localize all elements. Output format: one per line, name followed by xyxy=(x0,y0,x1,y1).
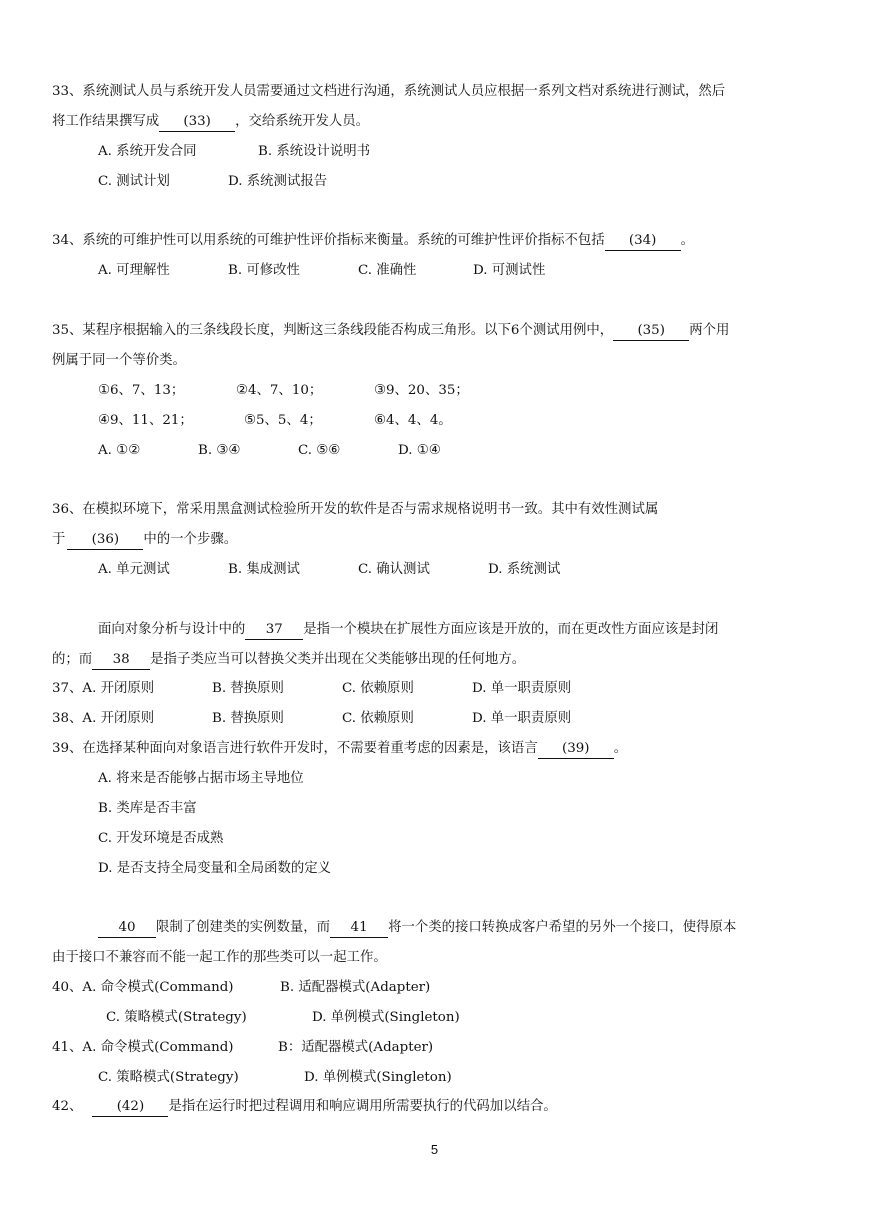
q36-stem-pre: 于 xyxy=(52,532,66,547)
q40-option-a: 40、A. 命令模式(Command) xyxy=(52,980,234,995)
page-number: 5 xyxy=(430,1142,439,1157)
q35-stem-line1 xyxy=(52,321,729,341)
q33-options-row2 xyxy=(98,172,327,192)
q41-option-d: D. 单例模式(Singleton) xyxy=(304,1070,452,1085)
q3738-line2-pre: 的；而 xyxy=(52,652,93,667)
q4041-intro-line2: 由于接口不兼容而不能一起工作的那些类可以一起工作。 xyxy=(52,950,387,965)
q35-stem-pre: 35、某程序根据输入的三条线段长度，判断这三条线段能否构成三角形。以下6个测试用例中， xyxy=(52,323,614,338)
q40-option-c: C. 策略模式(Strategy) xyxy=(106,1010,247,1025)
q34-option-b: B. 可修改性 xyxy=(228,263,300,278)
q40-options-row1 xyxy=(52,978,430,998)
q37-option-a: 37、A. 开闭原则 xyxy=(52,681,155,696)
q35-case-5: ⑤5、5、4； xyxy=(244,413,322,428)
q41-options-row2 xyxy=(98,1068,452,1088)
q36-stem-line1: 36、在模拟环境下，常采用黑盒测试检验所开发的软件是否与需求规格说明书一致。其中有效性测试属 xyxy=(52,502,659,517)
q41-options-row1 xyxy=(52,1038,433,1058)
q42-stem-post: 是指在运行时把过程调用和响应调用所需要执行的代码加以结合。 xyxy=(168,1099,557,1114)
q41-option-c: C. 策略模式(Strategy) xyxy=(98,1070,239,1085)
q34-stem-pre: 34、系统的可维护性可以用系统的可维护性评价指标来衡量。系统的可维护性评价指标不包括 xyxy=(52,233,605,248)
q37-option-b: B. 替换原则 xyxy=(212,681,284,696)
q33-option-d: D. 系统测试报告 xyxy=(228,174,328,189)
q34-options xyxy=(98,261,545,281)
q37-option-d: D. 单一职责原则 xyxy=(472,681,572,696)
q40-blank: 40 xyxy=(98,919,156,938)
q36-option-d: D. 系统测试 xyxy=(488,562,561,577)
q4041-intro-post: 将一个类的接口转换成客户希望的另外一个接口，使得原本 xyxy=(388,920,737,935)
q35-blank: (35) xyxy=(613,322,689,341)
q3738-line2-post: 是指子类应当可以替换父类并出现在父类能够出现的任何地方。 xyxy=(150,652,526,667)
q33-stem-line2 xyxy=(52,112,369,132)
q35-case-1: ①6、7、13； xyxy=(98,383,185,398)
q33-stem-post: ，交给系统开发人员。 xyxy=(235,114,370,129)
q38-blank: 38 xyxy=(92,651,150,670)
q39-blank: (39) xyxy=(538,740,614,759)
q42-stem-pre: 42、 xyxy=(52,1099,83,1114)
q36-blank: (36) xyxy=(67,531,143,550)
q42-blank: (42) xyxy=(92,1098,168,1117)
q35-option-c: C. ⑤⑥ xyxy=(298,443,341,458)
q33-options-row1 xyxy=(98,142,370,162)
q39-stem-pre: 39、在选择某种面向对象语言进行软件开发时，不需要着重考虑的因素是，该语言 xyxy=(52,741,538,756)
q39-option-d: D. 是否支持全局变量和全局函数的定义 xyxy=(98,861,332,876)
q35-cases-row2 xyxy=(98,411,452,431)
q34-blank: (34) xyxy=(605,232,681,251)
q35-option-a: A. ①② xyxy=(98,443,141,458)
q40-option-d: D. 单例模式(Singleton) xyxy=(312,1010,460,1025)
q41-option-b: B：适配器模式(Adapter) xyxy=(278,1040,434,1055)
q3738-intro-pre: 面向对象分析与设计中的 xyxy=(98,622,246,637)
q3738-intro-mid: 是指一个模块在扩展性方面应该是开放的，而在更改性方面应该是封闭 xyxy=(303,622,719,637)
q39-option-b: B. 类库是否丰富 xyxy=(98,801,197,816)
q41-blank: 41 xyxy=(330,919,388,938)
q37-blank: 37 xyxy=(245,621,303,640)
q38-options xyxy=(52,709,571,729)
q36-stem-line2 xyxy=(52,530,237,550)
q35-case-2: ②4、7、10； xyxy=(236,383,323,398)
q41-option-a: 41、A. 命令模式(Command) xyxy=(52,1040,234,1055)
q33-option-c: C. 测试计划 xyxy=(98,174,170,189)
q35-option-b: B. ③④ xyxy=(198,443,241,458)
q36-option-c: C. 确认测试 xyxy=(358,562,430,577)
q39-option-c: C. 开发环境是否成熟 xyxy=(98,831,224,846)
q33-option-a: A. 系统开发合同 xyxy=(98,144,197,159)
q35-case-3: ③9、20、35； xyxy=(374,383,469,398)
q35-case-6: ⑥4、4、4。 xyxy=(374,413,452,428)
q4041-intro-mid: 限制了创建类的实例数量，而 xyxy=(156,920,331,935)
q35-stem-line2: 例属于同一个等价类。 xyxy=(52,353,186,368)
q37-option-c: C. 依赖原则 xyxy=(342,681,414,696)
q34-option-a: A. 可理解性 xyxy=(98,263,170,278)
q35-case-4: ④9、11、21； xyxy=(98,413,193,428)
q3738-intro-line2 xyxy=(52,650,525,670)
q33-option-b: B. 系统设计说明书 xyxy=(258,144,371,159)
q36-option-a: A. 单元测试 xyxy=(98,562,170,577)
q39-stem xyxy=(52,739,627,759)
q37-options xyxy=(52,679,571,699)
q33-stem-line1: 33、系统测试人员与系统开发人员需要通过文档进行沟通，系统测试人员应根据一系列文档对系统进行测试，然后 xyxy=(52,84,726,99)
q34-option-d: D. 可测试性 xyxy=(473,263,546,278)
q38-option-c: C. 依赖原则 xyxy=(342,711,414,726)
q33-stem-pre: 将工作结果撰写成 xyxy=(52,114,160,129)
q35-stem-post: 两个用 xyxy=(689,323,730,338)
q36-stem-post: 中的一个步骤。 xyxy=(143,532,238,547)
q34-option-c: C. 准确性 xyxy=(358,263,417,278)
q39-option-a: A. 将来是否能够占据市场主导地位 xyxy=(98,771,304,786)
q40-option-b: B. 适配器模式(Adapter) xyxy=(280,980,431,995)
q40-options-row2 xyxy=(106,1008,460,1028)
q38-option-d: D. 单一职责原则 xyxy=(472,711,572,726)
q34-stem-post: 。 xyxy=(680,233,695,248)
q33-blank: (33) xyxy=(159,113,235,132)
q38-option-b: B. 替换原则 xyxy=(212,711,284,726)
q36-option-b: B. 集成测试 xyxy=(228,562,300,577)
q35-cases-row1 xyxy=(98,381,469,401)
q35-options xyxy=(98,441,441,461)
q34-stem xyxy=(52,231,694,251)
q4041-intro-line1 xyxy=(98,918,736,938)
q36-options xyxy=(98,560,560,580)
q39-stem-post: 。 xyxy=(613,741,628,756)
q38-option-a: 38、A. 开闭原则 xyxy=(52,711,155,726)
q35-option-d: D. ①④ xyxy=(398,443,441,458)
q3738-intro-line1 xyxy=(98,620,718,640)
q42-stem xyxy=(52,1097,557,1117)
